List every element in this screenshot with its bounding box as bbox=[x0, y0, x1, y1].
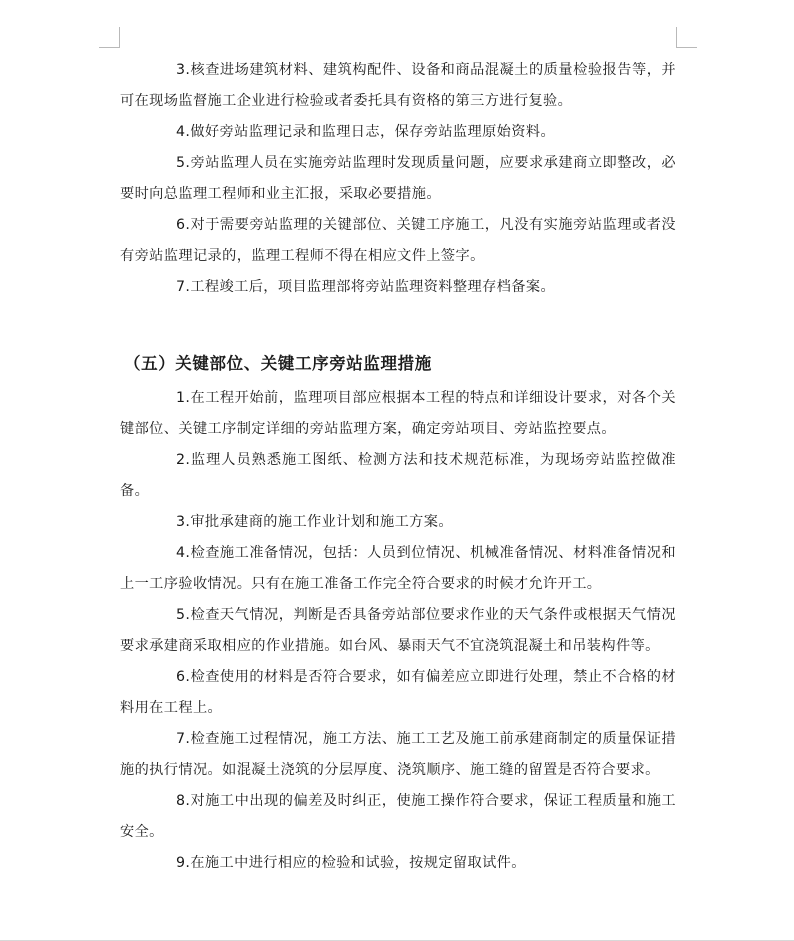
item-number: 6. bbox=[176, 217, 191, 233]
item-number: 4. bbox=[176, 124, 191, 140]
item-text: 检查使用的材料是否符合要求，如有偏差应立即进行处理，禁止不合格的材料用在工程上。 bbox=[120, 669, 676, 716]
item-number: 6. bbox=[176, 669, 191, 685]
section-item-list bbox=[120, 383, 676, 879]
item-number: 5. bbox=[176, 155, 191, 171]
item-text: 监理人员熟悉施工图纸、检测方法和技术规范标准，为现场旁站监控做准备。 bbox=[120, 452, 676, 499]
item-text: 工程竣工后，项目监理部将旁站监理资料整理存档备案。 bbox=[190, 279, 556, 295]
item-text: 对于需要旁站监理的关键部位、关键工序施工，凡没有实施旁站监理或者没有旁站监理记录的，监理工程师不得在相应文件上签字。 bbox=[120, 217, 676, 264]
margin-corner-mark-right bbox=[676, 27, 697, 48]
list-item bbox=[120, 445, 676, 507]
item-number: 3. bbox=[176, 62, 191, 78]
list-item bbox=[120, 272, 676, 303]
item-text: 检查施工过程情况，施工方法、施工工艺及施工前承建商制定的质量保证措施的执行情况。如混凝土浇筑的分层厚度、浇筑顺序、施工缝的留置是否符合要求。 bbox=[120, 731, 676, 778]
list-item bbox=[120, 383, 676, 445]
list-item bbox=[120, 662, 676, 724]
list-item bbox=[120, 210, 676, 272]
item-number: 2. bbox=[176, 452, 191, 468]
list-item bbox=[120, 786, 676, 848]
item-number: 3. bbox=[176, 514, 191, 530]
margin-corner-mark-left bbox=[99, 27, 120, 48]
item-text: 检查天气情况，判断是否具备旁站部位要求作业的天气条件或根据天气情况要求承建商采取相应的作业措施。如台风、暴雨天气不宜浇筑混凝土和吊装构件等。 bbox=[120, 607, 676, 654]
item-number: 9. bbox=[176, 855, 191, 871]
item-number: 8. bbox=[176, 793, 191, 809]
item-text: 做好旁站监理记录和监理日志，保存旁站监理原始资料。 bbox=[190, 124, 556, 140]
document-body bbox=[120, 55, 676, 879]
list-item bbox=[120, 117, 676, 148]
top-item-list bbox=[120, 55, 676, 303]
item-text: 在施工中进行相应的检验和试验，按规定留取试件。 bbox=[190, 855, 526, 871]
list-item bbox=[120, 848, 676, 879]
list-item bbox=[120, 724, 676, 786]
item-text: 在工程开始前，监理项目部应根据本工程的特点和详细设计要求，对各个关键部位、关键工序制定详细的旁站监理方案，确定旁站项目、旁站监控要点。 bbox=[120, 390, 676, 437]
item-number: 4. bbox=[176, 545, 191, 561]
list-item bbox=[120, 55, 676, 117]
item-text: 旁站监理人员在实施旁站监理时发现质量问题，应要求承建商立即整改，必要时向总监理工程师和业主汇报，采取必要措施。 bbox=[120, 155, 676, 202]
item-number: 7. bbox=[176, 731, 191, 747]
list-item bbox=[120, 538, 676, 600]
section-heading: （五）关键部位、关键工序旁站监理措施 bbox=[124, 354, 432, 373]
item-number: 1. bbox=[176, 390, 191, 406]
item-text: 检查施工准备情况，包括：人员到位情况、机械准备情况、材料准备情况和上一工序验收情况。只有在施工准备工作完全符合要求的时候才允许开工。 bbox=[120, 545, 676, 592]
list-item bbox=[120, 507, 676, 538]
item-text: 核查进场建筑材料、建筑构配件、设备和商品混凝土的质量检验报告等，并可在现场监督施工企业进行检验或者委托具有资格的第三方进行复验。 bbox=[120, 62, 676, 109]
item-text: 对施工中出现的偏差及时纠正，使施工操作符合要求，保证工程质量和施工安全。 bbox=[120, 793, 676, 840]
item-number: 5. bbox=[176, 607, 191, 623]
item-number: 7. bbox=[176, 279, 191, 295]
list-item bbox=[120, 148, 676, 210]
list-item bbox=[120, 600, 676, 662]
item-text: 审批承建商的施工作业计划和施工方案。 bbox=[190, 514, 453, 530]
